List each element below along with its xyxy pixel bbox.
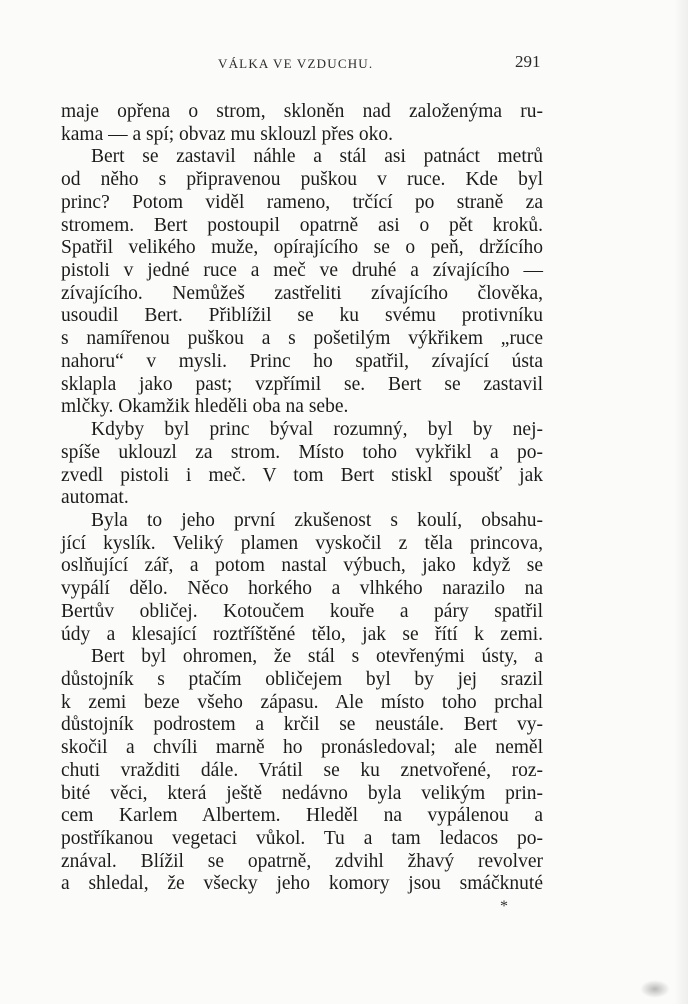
text-line: princ? Potom viděl rameno, trčící po straně za — [61, 191, 543, 213]
scan-speck — [640, 980, 670, 998]
text-line: kama — a spí; obvaz mu sklouzl přes oko. — [61, 123, 393, 145]
text-line: vypálí dělo. Něco horkého a vlhkého narazilo na — [61, 578, 543, 600]
text-line: Bert byl ohromen, že stál s otevřenými ústy, a — [91, 646, 543, 668]
text-line: a shledal, že všecky jeho komory jsou smáčknuté — [61, 873, 543, 895]
text-line: maje opřena o strom, skloněn nad založenýma ru- — [61, 101, 543, 122]
text-line: k zemi beze všeho zápasu. Ale místo toho prchal — [61, 691, 543, 713]
text-line: znával. Blížil se opatrně, zdvihl žhavý revolver — [61, 850, 543, 872]
text-line: usoudil Bert. Přiblížil se ku svému protivníku — [61, 305, 543, 327]
text-line: od něho s připravenou puškou v ruce. Kde byl — [61, 169, 543, 191]
text-line: Kdyby byl princ býval rozumný, byl by nej- — [91, 419, 543, 441]
text-line: chuti vražditi dále. Vrátil se ku znetvořené, roz- — [61, 759, 543, 781]
page-number: 291 — [515, 52, 541, 71]
text-line: nahoru“ v mysli. Princ ho spatřil, zívající ústa — [61, 350, 543, 372]
text-line: s namířenou puškou a s pošetilým výkřikem „ruce — [61, 328, 543, 350]
text-line: automat. — [61, 487, 129, 509]
body-text — [61, 101, 543, 896]
signature-mark: * — [500, 898, 508, 915]
text-line: oslňující zář, a potom nastal výbuch, jako když se — [61, 555, 543, 577]
text-line: důstojník podrostem a krčil se neustále. Bert vy- — [61, 714, 543, 736]
text-line: mlčky. Okamžik hleděli oba na sebe. — [61, 396, 349, 418]
text-line: pistoli v jedné ruce a meč ve druhé a zívajícího — — [61, 260, 543, 282]
text-line: bité věci, která ještě nedávno byla velikým prin- — [61, 782, 543, 804]
text-line: zívajícího. Nemůžeš zastřeliti zívajícího člověka, — [61, 282, 543, 304]
running-head — [0, 54, 688, 74]
text-line: spíše uklouzl za strom. Místo toho vykřikl a po- — [61, 441, 543, 463]
text-line: jící kyslík. Veliký plamen vyskočil z těla princova, — [61, 532, 543, 554]
text-line: údy a klesající roztříštěné tělo, jak se řítí k zemi. — [61, 623, 543, 645]
text-line: Byla to jeho první zkušenost s koulí, obsahu- — [91, 509, 543, 531]
text-line: postříkanou vegetaci vůkol. Tu a tam ledacos po- — [61, 828, 543, 849]
text-line: cem Karlem Albertem. Hleděl na vypálenou a — [61, 805, 543, 827]
running-title: VÁLKA VE VZDUCHU. — [218, 56, 374, 71]
text-line: sklapla jako past; vzpřímil se. Bert se zastavil — [61, 373, 543, 395]
text-line: zvedl pistoli i meč. V tom Bert stiskl spoušť jak — [61, 464, 543, 486]
text-line: důstojník s ptačím obličejem byl by jej srazil — [61, 668, 543, 690]
text-line: Spatřil velikého muže, opírajícího se o peň, držícího — [61, 237, 543, 259]
text-line: Bertův obličej. Kotoučem kouře a páry spatřil — [61, 600, 543, 622]
text-line: Bert se zastavil náhle a stál asi patnáct metrů — [91, 146, 543, 168]
text-line: stromem. Bert postoupil opatrně asi o pět kroků. — [61, 214, 543, 236]
text-line: skočil a chvíli marně ho pronásledoval; ale neměl — [61, 737, 543, 759]
page-edge-shadow — [674, 0, 688, 1004]
